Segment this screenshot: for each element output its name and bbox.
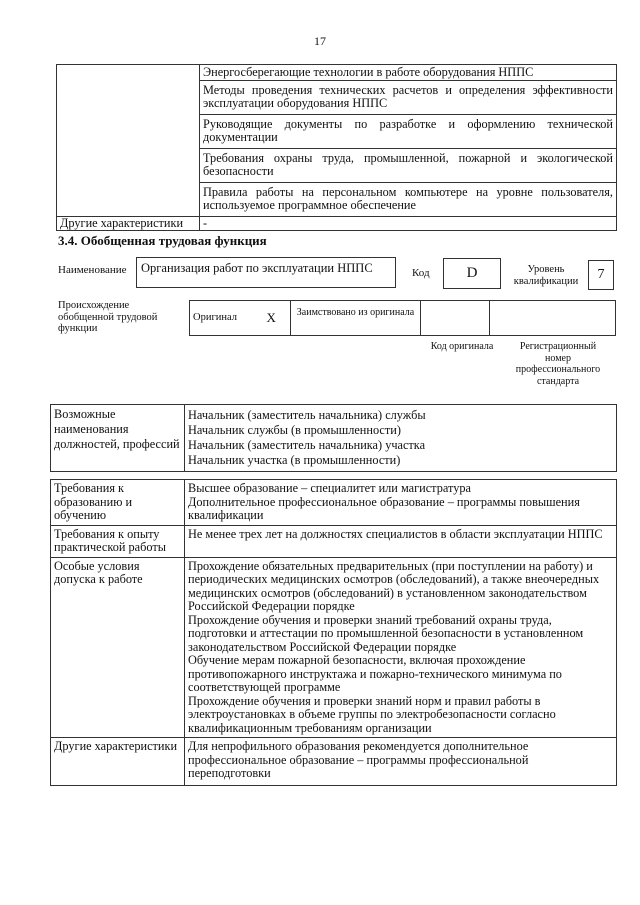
- knowledge-item: Методы проведения технических расчетов и определения эффективности эксплуатации оборудования НППС: [200, 80, 617, 114]
- positions-list: [185, 405, 617, 472]
- origin-table: [189, 300, 616, 336]
- other-characteristics-value: -: [200, 216, 617, 231]
- condition-item: Прохождение обязательных предварительных (при поступлении на работу) и периодических медицинских осмотров (обследований), а также внеочередных медицинских осмотров (обследований) в установленном законодательством Российской Федерации порядке: [188, 558, 600, 613]
- knowledge-item: Энергосберегающие технологии в работе оборудования НППС: [200, 65, 617, 81]
- original-label: Оригинал: [190, 301, 264, 336]
- positions-table: [50, 404, 617, 472]
- experience-label: Требования к опыту практической работы: [51, 525, 185, 557]
- other-characteristics-label: Другие характеристики: [57, 216, 200, 231]
- page-number: 17: [314, 34, 326, 48]
- original-mark: X: [264, 301, 291, 336]
- level-label: Уровень квалификации: [513, 264, 579, 287]
- knowledge-item: Требования охраны труда, промышленной, пожарной и экологической безопасности: [200, 148, 617, 182]
- education-label: Требования к образованию и обучению: [51, 480, 185, 526]
- function-code-value: D: [443, 258, 501, 289]
- function-name-value: Организация работ по эксплуатации НППС: [136, 257, 396, 288]
- other-label: Другие характеристики: [51, 738, 185, 786]
- education-item: Высшее образование – специалитет или магистратура: [188, 481, 471, 495]
- knowledge-table: [56, 64, 617, 231]
- education-value: [185, 480, 617, 526]
- original-code-cell: [421, 301, 490, 336]
- education-item: Дополнительное профессиональное образование – программы повышения квалификации: [188, 494, 580, 522]
- condition-item: Прохождение обучения и проверки знаний норм и правил работы в электроустановках в объеме группы по электробезопасности согласно квалификационным требованиям организации: [188, 693, 556, 735]
- origin-label: Происхождение обобщенной трудовой функции: [58, 300, 158, 334]
- qualification-level-value: 7: [588, 260, 614, 290]
- condition-item: Обучение мерам пожарной безопасности, включая прохождение противопожарного инструктажа и пожарно-технического минимума по соответствующей программе: [188, 653, 562, 694]
- requirements-table: [50, 479, 617, 786]
- condition-item: Прохождение обучения и проверки знаний требований охраны труда, подготовки и аттестации по промышленной безопасности в установленном законодательством Российской Федерации порядке: [188, 612, 584, 654]
- special-conditions-label: Особые условия допуска к работе: [51, 557, 185, 738]
- code-caption: Код оригинала: [430, 341, 494, 352]
- experience-value: Не менее трех лет на должностях специалистов в области эксплуатации НППС: [185, 525, 617, 557]
- special-conditions-value: [185, 557, 617, 738]
- other-value: Для непрофильного образования рекомендуется дополнительное профессиональное образование – программы профессиональной переподготовки: [185, 738, 617, 786]
- positions-label: Возможные наименования должностей, профессий: [51, 405, 185, 472]
- knowledge-item: Руководящие документы по разработке и оформлению технической документации: [200, 114, 617, 148]
- position-item: Начальник участка (в промышленности): [188, 453, 401, 467]
- knowledge-item: Правила работы на персональном компьютере на уровне пользователя, используемое программное обеспечение: [200, 182, 617, 216]
- registration-number-cell: [490, 301, 616, 336]
- code-label: Код: [412, 267, 430, 279]
- position-item: Начальник (заместитель начальника) службы: [188, 408, 426, 422]
- section-heading: 3.4. Обобщенная трудовая функция: [58, 233, 267, 248]
- registration-caption: Регистрационный номер профессионального стандарта: [515, 341, 601, 387]
- borrowed-label: Заимствовано из оригинала: [291, 301, 421, 336]
- position-item: Начальник службы (в промышленности): [188, 423, 401, 437]
- knowledge-label-cell: [57, 65, 200, 217]
- name-label: Наименование: [58, 264, 127, 276]
- position-item: Начальник (заместитель начальника) участка: [188, 438, 426, 452]
